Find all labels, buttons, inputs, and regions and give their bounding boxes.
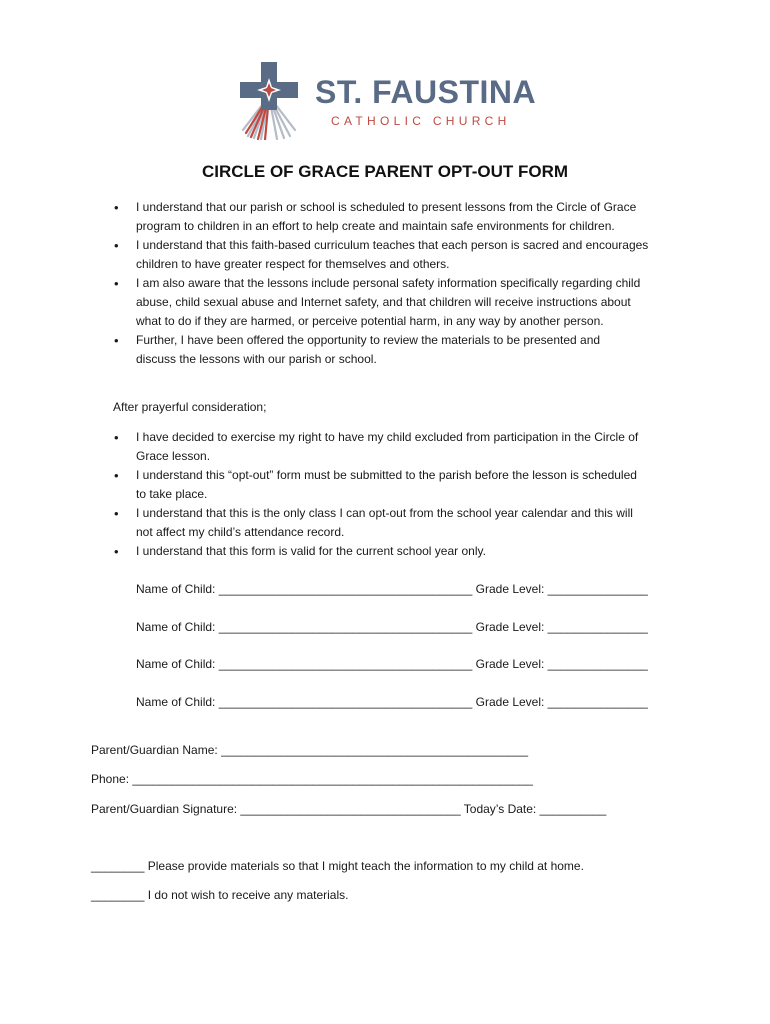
statement-line: Further, I have been offered the opportunity to review the materials to be presented and: [136, 333, 601, 347]
statement-line: children to have greater respect for themselves and others.: [136, 257, 450, 271]
statement-line: I understand that this faith-based curriculum teaches that each person is sacred and encourages: [136, 238, 649, 252]
option-provide-materials[interactable]: ________ Please provide materials so that I might teach the information to my child at home.: [91, 859, 584, 873]
after-consideration-label: After prayerful consideration;: [113, 400, 267, 414]
statement-list: [112, 198, 682, 369]
decision-line: I have decided to exercise my right to have my child excluded from participation in the Circle of: [136, 430, 639, 444]
statement-line: what to do if they are harmed, or perceive potential harm, in any way by another person.: [136, 314, 604, 328]
statement-item: [112, 198, 682, 236]
statement-item: [112, 274, 682, 331]
statement-line: program to children in an effort to help create and maintain safe environments for children.: [136, 219, 615, 233]
signature-date-field[interactable]: Parent/Guardian Signature: _________________________________ Today’s Date: __________: [91, 802, 607, 816]
decision-item: [112, 504, 682, 542]
decision-line: not affect my child’s attendance record.: [136, 525, 345, 539]
child-name-grade-field-3[interactable]: Name of Child: ______________________________________ Grade Level: _______________: [136, 657, 648, 671]
decision-line: Grace lesson.: [136, 449, 211, 463]
child-name-grade-field-1[interactable]: Name of Child: ______________________________________ Grade Level: _______________: [136, 582, 648, 596]
page-title: CIRCLE OF GRACE PARENT OPT-OUT FORM: [201, 162, 569, 181]
decision-item: [112, 542, 682, 561]
statement-line: I am also aware that the lessons include personal safety information specifically regarding child: [136, 276, 641, 290]
church-name: ST. FAUSTINA: [315, 74, 537, 110]
statement-line: discuss the lessons with our parish or school.: [136, 352, 377, 366]
church-subtitle: CATHOLIC CHURCH: [331, 114, 511, 128]
option-no-materials[interactable]: ________ I do not wish to receive any materials.: [91, 888, 349, 902]
decision-line: I understand that this form is valid for the current school year only.: [136, 544, 486, 558]
guardian-name-field[interactable]: Parent/Guardian Name: ______________________________________________: [91, 743, 529, 757]
statement-item: [112, 236, 682, 274]
statement-line: I understand that our parish or school is scheduled to present lessons from the Circle of Grace: [136, 200, 637, 214]
phone-field[interactable]: Phone: ____________________________________________________________: [91, 772, 533, 786]
decision-line: to take place.: [136, 487, 208, 501]
statement-item: [112, 331, 682, 369]
child-name-grade-field-2[interactable]: Name of Child: ______________________________________ Grade Level: _______________: [136, 620, 648, 634]
church-logo: [240, 62, 540, 142]
decision-line: I understand this “opt-out” form must be submitted to the parish before the lesson is scheduled: [136, 468, 637, 482]
child-name-grade-field-4[interactable]: Name of Child: ______________________________________ Grade Level: _______________: [136, 695, 648, 709]
statement-line: abuse, child sexual abuse and Internet safety, and that children will receive instructions about: [136, 295, 631, 309]
decision-item: [112, 466, 682, 504]
decision-line: I understand that this is the only class I can opt-out from the school year calendar and this will: [136, 506, 633, 520]
decision-item: [112, 428, 682, 466]
cross-rays-icon: [240, 62, 298, 140]
decision-list: [112, 428, 682, 561]
